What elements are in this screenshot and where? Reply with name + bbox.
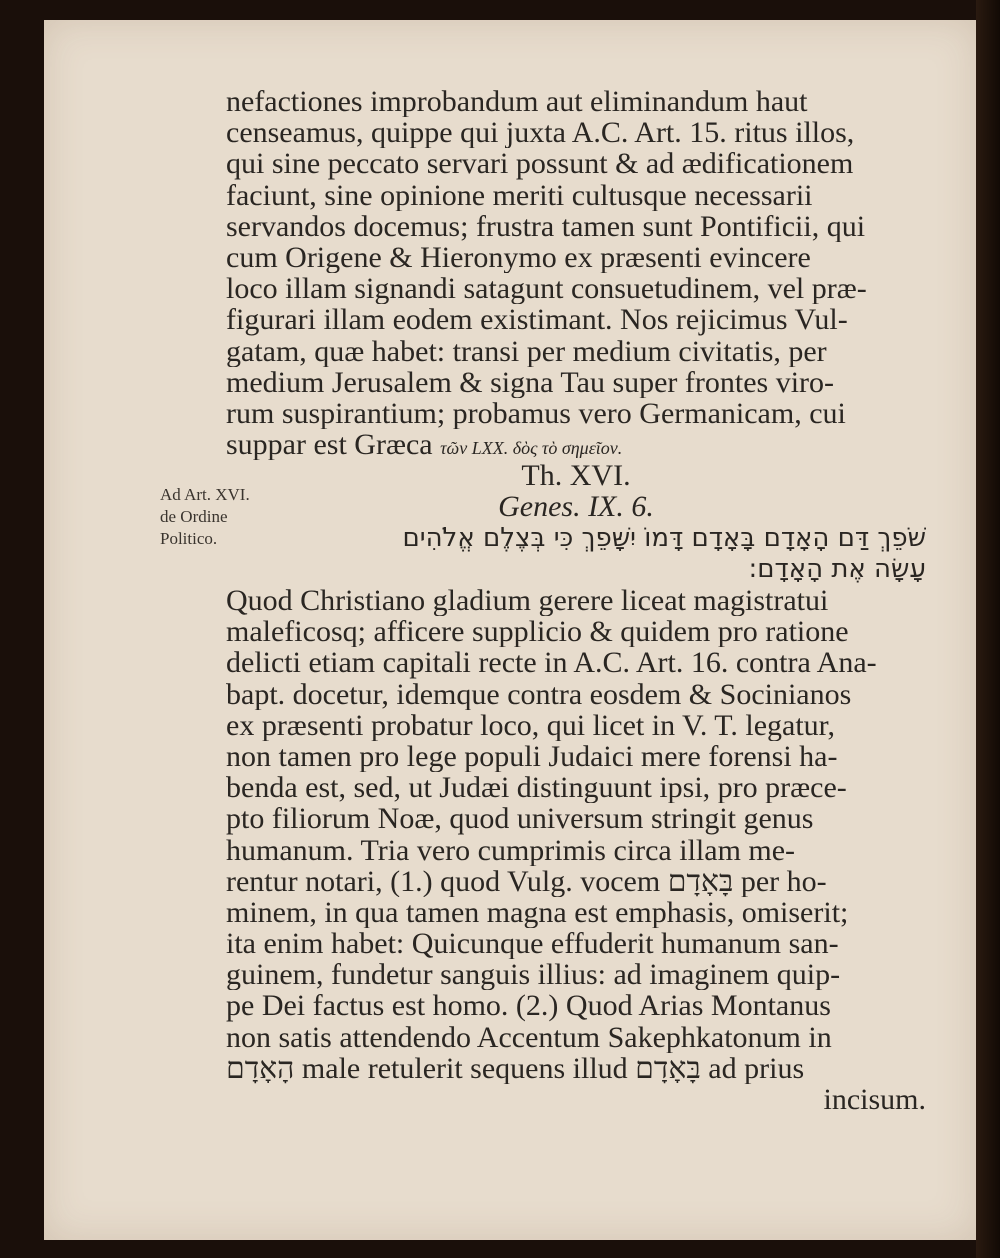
text-line: qui sine peccato servari possunt & ad ædificationem	[226, 148, 854, 180]
text-line: Quod Christiano gladium gerere liceat magistratui	[226, 585, 829, 617]
text-line: non satis attendendo Accentum Sakephkatonum in	[226, 1021, 832, 1053]
text-line: הָאָדָם male retulerit sequens illud בָּאָדָם ad prius	[226, 1052, 805, 1084]
scripture-reference: Genes. IX. 6.	[498, 490, 654, 524]
text-line: benda est, sed, ut Judæi distinguunt ipsi, pro præce-	[226, 772, 847, 804]
greek-phrase: τῶν LXX. δὸς τὸ σημεῖον.	[440, 438, 623, 459]
text-line: pto filiorum Noæ, quod universum stringit genus	[226, 803, 814, 835]
margin-note-line: de Ordine	[160, 507, 228, 526]
text-line: gatam, quæ habet: transi per medium civitatis, per	[226, 335, 827, 367]
text-line: guinem, fundetur sanguis illius: ad imaginem quip-	[226, 959, 841, 991]
text-line: figurari illam eodem existimant. Nos rejicimus Vul-	[226, 304, 848, 336]
margin-note-line: Ad Art. XVI.	[160, 485, 250, 504]
text-line: maleficosq; afficere supplicio & quidem pro ratione	[226, 616, 849, 648]
final-word: incisum.	[823, 1084, 926, 1116]
text-line: loco illam signandi satagunt consuetudinem, vel præ-	[226, 273, 867, 305]
text-line: pe Dei factus est homo. (2.) Quod Arias Montanus	[226, 990, 831, 1022]
text-line: minem, in qua tamen magna est emphasis, omiserit;	[226, 896, 849, 929]
text-line: rentur notari, (1.) quod Vulg. vocem בָּאָדָם per ho-	[226, 865, 827, 897]
main-text	[226, 86, 926, 1115]
hebrew-verse-line: שֹׁפֵךְ דַּם הָאָדָם בָּאָדָם דָּמוֹ יִשָּׁפֵךְ כִּי בְּצֶלֶם אֱלֹהִים	[402, 522, 926, 553]
text-line: non tamen pro lege populi Judaici mere forensi ha-	[226, 740, 838, 773]
text-line: censeamus, quippe qui juxta A.C. Art. 15. ritus illos,	[226, 117, 855, 149]
book-binding	[976, 0, 1000, 1258]
text-segment: suppar est Græca	[226, 429, 433, 461]
margin-note-line: Politico.	[160, 529, 218, 548]
text-line: nefactiones improbandum aut eliminandum haut	[226, 86, 808, 118]
text-line: ita enim habet: Quicunque effuderit humanum san-	[226, 928, 839, 960]
text-line: servandos docemus; frustra tamen sunt Pontificii, qui	[226, 210, 866, 242]
text-line: rum suspirantium; probamus vero Germanicam, cui	[226, 397, 846, 430]
thesis-heading: Th. XVI.	[521, 459, 631, 493]
text-line: faciunt, sine opinione meriti cultusque necessarii	[226, 179, 813, 211]
hebrew-verse-line: עָשָׂה אֶת הָאָדָם:	[748, 553, 926, 584]
text-line: delicti etiam capitali recte in A.C. Art. 16. contra Ana-	[226, 647, 877, 679]
text-line: medium Jerusalem & signa Tau super frontes viro-	[226, 366, 835, 398]
text-line: humanum. Tria vero cumprimis circa illam me-	[226, 834, 796, 866]
text-line-with-greek	[226, 429, 926, 460]
text-line: bapt. docetur, idemque contra eosdem & Socinianos	[226, 678, 852, 710]
text-line: cum Origene & Hieronymo ex præsenti evincere	[226, 241, 811, 274]
text-line: ex præsenti probatur loco, qui licet in V. T. legatur,	[226, 709, 835, 741]
